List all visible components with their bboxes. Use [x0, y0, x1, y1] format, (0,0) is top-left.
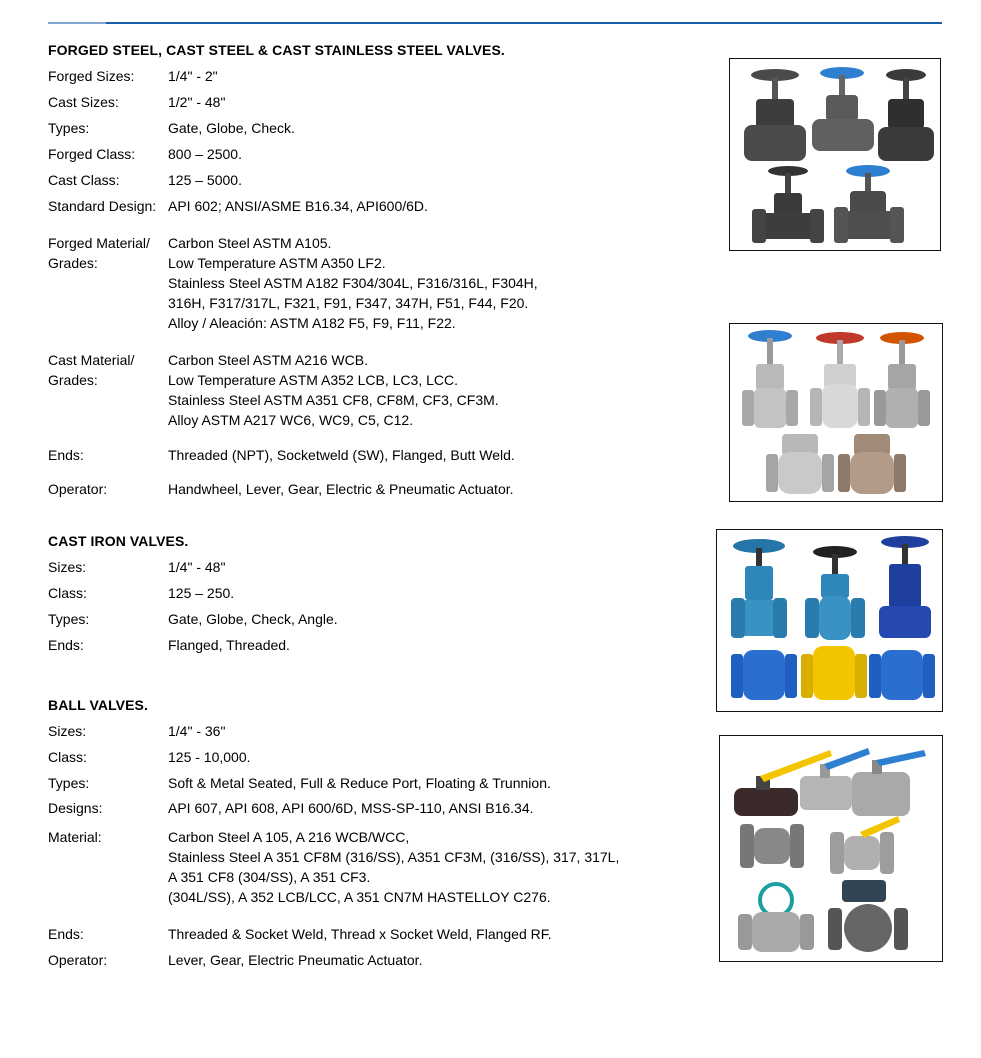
- row-value: 125 – 250.: [168, 585, 235, 601]
- lever-flanged-ball-valve-icon: [830, 816, 900, 874]
- flanged-ball-valve-icon: [740, 824, 804, 868]
- blue-swing-check-valve-icon: [869, 650, 935, 700]
- flanged-gate-valve-icon: [752, 166, 824, 243]
- row-label: Operator:: [48, 481, 108, 497]
- row-value: 1/4" - 2": [168, 68, 218, 84]
- material-line: Low Temperature ASTM A350 LF2.: [168, 255, 386, 271]
- material-line: Carbon Steel ASTM A216 WCB.: [168, 352, 368, 368]
- row-label: Forged Material/: [48, 235, 150, 251]
- row-value: Handwheel, Lever, Gear, Electric & Pneumatic Actuator.: [168, 481, 514, 497]
- row-value: Gate, Globe, Check.: [168, 120, 295, 136]
- forged-section-title: FORGED STEEL, CAST STEEL & CAST STAINLESS STEEL VALVES.: [48, 42, 505, 58]
- cast-iron-section-title: CAST IRON VALVES.: [48, 533, 189, 549]
- actuated-trunnion-ball-valve-icon: [828, 880, 908, 952]
- row-value: API 602; ANSI/ASME B16.34, API600/6D.: [168, 198, 428, 214]
- row-label: Cast Sizes:: [48, 94, 119, 110]
- row-label: Class:: [48, 585, 87, 601]
- cast-iron-valves-image: [716, 529, 943, 712]
- row-label: Designs:: [48, 800, 103, 816]
- material-line: Carbon Steel A 105, A 216 WCB/WCC,: [168, 829, 410, 845]
- row-label: Forged Sizes:: [48, 68, 135, 84]
- material-line: Carbon Steel ASTM A105.: [168, 235, 332, 251]
- row-label: Grades:: [48, 372, 98, 388]
- row-value: Threaded & Socket Weld, Thread x Socket Weld, Flanged RF.: [168, 926, 552, 942]
- row-label: Types:: [48, 120, 90, 136]
- row-label: Operator:: [48, 952, 108, 968]
- row-label: Types:: [48, 775, 90, 791]
- row-value: API 607, API 608, API 600/6D, MSS-SP-110, ANSI B16.34.: [168, 800, 534, 816]
- row-value: 1/4" - 36": [168, 723, 226, 739]
- row-value: 125 – 5000.: [168, 172, 242, 188]
- bronze-check-valve-icon: [838, 434, 906, 494]
- blue-check-valve-icon: [731, 650, 797, 700]
- flanged-3way-ball-valve-icon: [852, 750, 926, 816]
- material-line: Alloy / Aleación: ASTM A182 F5, F9, F11, F22.: [168, 315, 456, 331]
- material-line: Alloy ASTM A217 WC6, WC9, C5, C12.: [168, 412, 414, 428]
- red-wheel-globe-valve-icon: [810, 332, 870, 428]
- blue-wheel-globe-valve-icon: [812, 67, 874, 151]
- material-line: Stainless Steel ASTM A351 CF8, CF8M, CF3, CF3M.: [168, 392, 499, 408]
- flanged-globe-valve-icon: [834, 165, 904, 243]
- gear-operated-ball-valve-icon: [738, 884, 814, 952]
- row-label: Standard Design:: [48, 198, 157, 214]
- row-value: Flanged, Threaded.: [168, 637, 290, 653]
- row-label: Ends:: [48, 447, 84, 463]
- dark-gate-valve-icon: [744, 69, 806, 161]
- swing-check-valve-icon: [766, 434, 834, 494]
- row-value: Gate, Globe, Check, Angle.: [168, 611, 338, 627]
- orange-wheel-gate-valve-icon: [874, 332, 930, 428]
- row-value: Soft & Metal Seated, Full & Reduce Port, Floating & Trunnion.: [168, 775, 551, 791]
- navy-gate-valve-icon: [879, 536, 931, 638]
- forged-steel-valves-image: [729, 58, 941, 251]
- row-value: 125 - 10,000.: [168, 749, 251, 765]
- blue-gate-valve-icon: [731, 539, 787, 638]
- ball-valves-image: [719, 735, 943, 962]
- top-divider: [48, 22, 942, 24]
- row-label: Ends:: [48, 926, 84, 942]
- row-label: Forged Class:: [48, 146, 136, 162]
- blue-wheel-gate-valve-icon: [742, 330, 798, 428]
- row-label: Types:: [48, 611, 90, 627]
- material-line: (304L/SS), A 352 LCB/LCC, A 351 CN7M HASTELLOY C276.: [168, 889, 551, 905]
- row-label: Cast Class:: [48, 172, 120, 188]
- material-line: Stainless Steel ASTM A182 F304/304L, F316/316L, F304H,: [168, 275, 538, 291]
- material-line: 316H, F317/317L, F321, F91, F347, 347H, F51, F44, F20.: [168, 295, 529, 311]
- row-label: Material:: [48, 829, 102, 845]
- row-value: Threaded (NPT), Socketweld (SW), Flanged, Butt Weld.: [168, 447, 515, 463]
- row-label: Sizes:: [48, 723, 87, 739]
- row-value: Lever, Gear, Electric Pneumatic Actuator.: [168, 952, 423, 968]
- row-label: Ends:: [48, 637, 84, 653]
- yellow-check-valve-icon: [801, 646, 867, 700]
- ball-section-title: BALL VALVES.: [48, 697, 148, 713]
- row-value: 1/4" - 48": [168, 559, 226, 575]
- row-value: 1/2" - 48": [168, 94, 226, 110]
- row-value: 800 – 2500.: [168, 146, 242, 162]
- cast-steel-valves-image: [729, 323, 943, 502]
- row-label: Cast Material/: [48, 352, 135, 368]
- row-label: Grades:: [48, 255, 98, 271]
- row-label: Sizes:: [48, 559, 87, 575]
- row-label: Class:: [48, 749, 87, 765]
- blue-globe-valve-icon: [805, 546, 865, 640]
- material-line: Stainless Steel A 351 CF8M (316/SS), A351 CF3M, (316/SS), 317, 317L,: [168, 849, 620, 865]
- material-line: A 351 CF8 (304/SS), A 351 CF3.: [168, 869, 371, 885]
- material-line: Low Temperature ASTM A352 LCB, LC3, LCC.: [168, 372, 458, 388]
- dark-globe-valve-icon: [878, 69, 934, 161]
